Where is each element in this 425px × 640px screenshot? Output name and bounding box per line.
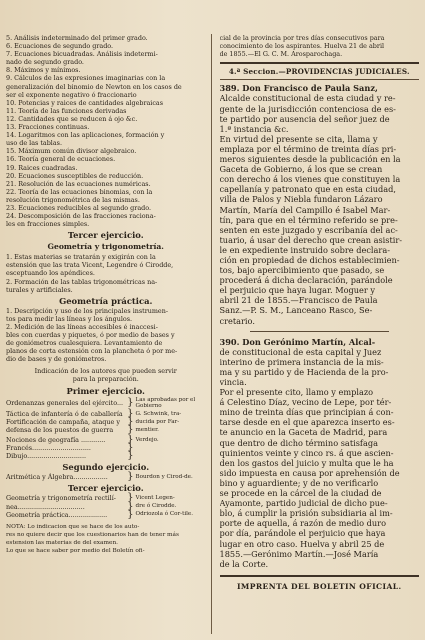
notice-line: villa de Palos y Niebla fundaron Lázaro [219,194,383,205]
notice-line: conocimiento de los aspirantes. Huelva 21 de abril [219,42,385,51]
notice-line: el perjuicio que haya lugar. Moguer y [219,285,376,296]
second-exercise-author: Bourdon y Cirod-de. [135,474,193,481]
brace-icon: } [127,442,134,454]
nota-line: estension las materias de del examen. [6,539,119,546]
third-exercise-heading-2: Tercer ejercicio. [67,483,144,494]
author-row [6,452,206,460]
section-divider [220,62,420,64]
notice-line: lugar en otro caso. Huelva y abril 25 de [219,538,385,549]
author: G. Schwink, tra- [135,410,182,417]
notice-line: de constitucional de esta capital y Juez [219,346,382,357]
notice-line: Sanz.—P. S. M., Lanceano Rasco, Se- [219,305,373,316]
topic-line: 24. Descomposición de las fracciones raciona- [6,212,156,221]
topic-line: 7. Ecuaciones bicuadradas. Análisis indetermi- [6,50,158,59]
topic-line: 21. Resolución de las ecuaciones numéricas. [6,179,151,188]
topic-line: 13. Fracciones continuas. [6,123,90,132]
notice-line: Gaceta de Gobierno, á los que se crean [219,164,383,175]
subject: defensa de los puestos de guerra [6,425,114,434]
notice-line: te partido por ausencia del señor juez de [219,113,390,124]
third-exercise-authors [6,494,206,518]
brace-icon: } [127,434,134,446]
notice-line: se procede en la cárcel de la ciudad de [219,488,382,499]
topic-line: 15. Máximum común divisor algebraico. [6,147,137,156]
left-column [6,34,212,634]
notice-line: capellanía y patronato que en esta ciudad, [219,184,396,195]
notice-line: quinientos veinte y cinco rs. á que ascien- [219,447,394,458]
subject: Táctica de infantería ó de caballería [6,409,123,418]
third-exercise-heading: Tercer ejercicio. [67,230,144,241]
notice-line: tín, para que en el término referido se pre- [219,214,398,225]
notice-line: mino de treinta días que principian á con- [219,407,394,418]
practical-geometry-heading: Geometría práctica. [59,295,153,306]
topic-line: bles con cuerdas y piquetes, ó por medio de bases y [6,331,175,339]
author: Vicent Legen- [135,495,175,502]
notice-line: sido impuesta en causa por aprehensión de [219,467,400,478]
printer-footer: IMPRENTA DEL BOLETIN OFICIAL. [236,581,402,591]
notice-line: cretario. [219,315,255,326]
topic-line: les en fracciones simples. [6,220,90,229]
author: ducida por Far- [135,418,180,425]
author-row [6,508,206,520]
brace-icon: } [127,450,134,462]
topic-line: de goniómetros cualesquiera. Levantamiento de [6,339,163,348]
first-exercise-authors [6,397,206,434]
topic-line: generalización del binomio de Newton en los casos de [6,82,182,91]
author-row [6,500,206,512]
notice-line: ma y su partido y de Hacienda de la pro- [219,366,389,377]
nota-line: Lo que se hace saber por medio del Boletín ofi- [6,547,145,554]
author-row [6,436,206,444]
topic-line: 11. Teoría de las funciones derivadas [6,106,127,115]
topic-line: 22. Teoría de las ecuaciones binomias, con la [6,187,153,196]
right-column [218,34,420,634]
topic-line: dio de bases y de goniómetros. [6,355,107,364]
brace-icon: } [127,471,134,483]
topic-line: nado de segundo grado. [6,58,84,67]
subject: nea................................. [6,502,85,511]
topic-line: 1. Estas materias se tratarán y exigirán con la [6,253,156,262]
notice-line: le en expediente instruido sobre declara- [219,244,390,255]
notice-line: senten en este juzgado y escribanía del ac- [219,224,398,235]
notice-line: porte de aquella, á razón de medio duro [219,518,387,529]
notice-line: procederá á dicha declaración, parándole [219,275,393,286]
notice-line: abril 21 de 1855.—Francisco de Paula [219,295,378,306]
brace-icon: } [127,415,134,427]
algebra-topic-list [6,34,206,228]
notice-line: vincia. [219,377,247,387]
notice-390 [220,337,420,569]
previous-notice-tail [220,34,420,58]
author-row [6,397,206,410]
section-title: 4.ª Seccion.—PROVIDENCIAS JUDICIALES. [228,67,410,77]
notice-line: de la Corte. [219,558,269,569]
topic-line: esceptuando los apéndices. [6,269,95,278]
topic-line: uso de las tablas. [6,139,62,148]
author: Verdejo. [135,436,159,443]
notice-line: gente de la jurisdicción contenciosa de es- [219,103,396,114]
brace-icon: } [127,492,134,504]
author: mentier. [135,426,159,433]
notice-line: Ayamonte, partido judicial de dicho pue- [219,498,388,509]
authors-intro-2: para la preparación. [72,375,139,384]
nota-paragraph [6,523,206,555]
notice-389 [220,83,420,325]
notice-line: tarse desde en el que aparezca inserto es- [219,417,395,428]
nota-line: res no quiere decir que los cuestionarios han de tener más [6,531,179,538]
author: Odriozola ó Cor-tile. [135,511,193,518]
section-divider-2 [220,79,420,80]
first-exercise-heading: Primer ejercicio. [66,385,145,396]
notice-line: tuario, á usar del derecho que crean asistir- [219,234,403,245]
author-row [6,494,206,502]
topic-line: planos de corta estensión con la plancheta ó por me- [6,347,178,356]
practical-topic-list [6,307,206,364]
notice-line: Martín, María del Campillo é Isabel Mar- [219,204,391,215]
notice-line: En virtud del presente se cita, llama y [219,133,378,144]
topic-line: 1. Descripción y uso de los principales instrumen- [6,306,168,315]
authors-intro: Indicación de los autores que pueden servir [34,367,177,376]
topic-line: ser el exponente negativo ó fraccionario [6,90,137,99]
topic-line: 23. Ecuaciones reducibles al segundo grado. [6,203,151,212]
second-exercise-row [6,473,206,481]
topic-line: 5. Análisis indeterminado del primer grado. [6,34,148,42]
notice-line: te anuncio en la Gaceta de Madrid, para [219,427,388,438]
notice-line: 1.ª instancia &c. [219,123,289,134]
topic-line: 2. Formación de las tablas trigonométricas na- [6,277,158,286]
subject: Geometría práctica................... [6,510,108,519]
author: dre ó Cirodde. [135,503,177,510]
notice-line: 389. Don Francisco de Paula Sanz, [219,83,378,94]
notice-line: bino y aguardiente; y de no verificarlo [219,477,379,488]
topic-line: 19. Raices cuadradas. [6,163,78,172]
notice-line: de 1855.—El G. C. M. Arosparochaga. [219,50,343,59]
subject: Fortificación de campaña, ataque y [6,417,120,426]
topic-line: 9. Cálculos de las expresiones imaginarias con la [6,74,166,83]
notice-line: 1855.—Gerónimo Martín.—José María [219,548,379,559]
notice-line: interino de primera instancia de la mis- [219,356,384,367]
subject: Nociones de geografía ............ [6,436,106,445]
author: Las aprobadas por el Gobierno [135,396,196,410]
topic-line: 14. Logaritmos con las aplicaciones, formación y [6,131,165,140]
notice-line: que dentro de dicho término satisfaga [219,437,378,448]
topic-line: 16. Teoría general de ecuaciones. [6,155,116,164]
notice-line: 390. Don Gerónimo Martín, Alcal- [219,336,376,347]
notice-line: emplaza por el término de treinta días pri- [219,143,397,154]
geometry-heading: Geometría y trigonometría. [47,242,164,252]
second-exercise-subject: Aritmética y Álgebra................. [6,473,108,482]
notice-line: ción en propiedad de dichos establecimien- [219,254,400,265]
subject: Geometría y trigonometría rectilí- [6,494,116,503]
notice-line: por día, parándole el perjuicio que haya [219,528,386,539]
topic-line: 2. Medición de las líneas accesibles é inaccesi- [6,322,158,331]
subject: Ordenanzas generales del ejército... [6,399,124,408]
brace-icon: } [127,423,134,435]
notice-line: Por el presente cito, llamo y emplazo [219,387,374,398]
author-row [6,407,206,419]
subject: Dibujo............................. [6,452,87,461]
notice-line: con derecho á los vienes que constituyen la [219,174,401,185]
footer-divider [220,575,420,577]
brace-icon: } [127,407,134,419]
brace-icon: } [127,508,134,520]
topic-line: resolución trigonométrica de las mismas. [6,195,140,204]
columns [6,34,419,634]
author-row [6,444,206,452]
topic-line: estensión que las trata Vicent, Legendre ó Cirodde, [6,261,174,270]
topic-line: turales y artificiales. [6,285,73,294]
subject: Francés............................. [6,444,91,453]
notice-line: Alcalde constitucional de esta ciudad y re- [219,93,396,104]
author-row [6,415,206,427]
notice-line: cial de la provincia por tres días consecutivos para [219,34,385,42]
geometry-topic-list [6,253,206,293]
nociones-authors [6,436,206,460]
nota-line: NOTA: Lo indicacion que se hace de los auto- [6,523,140,530]
notice-divider [250,331,390,332]
second-exercise-heading: Segundo ejercicio. [62,462,150,473]
notice-line: den los gastos del juicio y multa que le ha [219,457,394,468]
topic-line: 10. Potencias y raices de cantidades algebraicas [6,98,164,107]
author-row [6,423,206,435]
topic-line: 20. Ecuaciones susceptibles de reducción. [6,171,144,180]
brace-icon: } [127,397,134,409]
notice-line: á Celestino Díaz, vecino de Lepe, por tér- [219,397,392,408]
notice-line: blo, á cumplir la prisión subsidiaria al im- [219,508,393,519]
topic-line: tos para medir las líneas y los ángulos. [6,314,133,323]
topic-line: 6. Ecuaciones de segundo grado. [6,42,114,51]
notice-line: tos, bajo apercibimiento que pasado, se [219,265,385,276]
topic-line: 12. Cantidades que se reducen á ojo &c. [6,114,138,123]
brace-icon: } [127,500,134,512]
topic-line: 8. Máximos y mínimos. [6,66,81,75]
notice-line: meros siguientes desde la publicación en la [219,154,401,165]
